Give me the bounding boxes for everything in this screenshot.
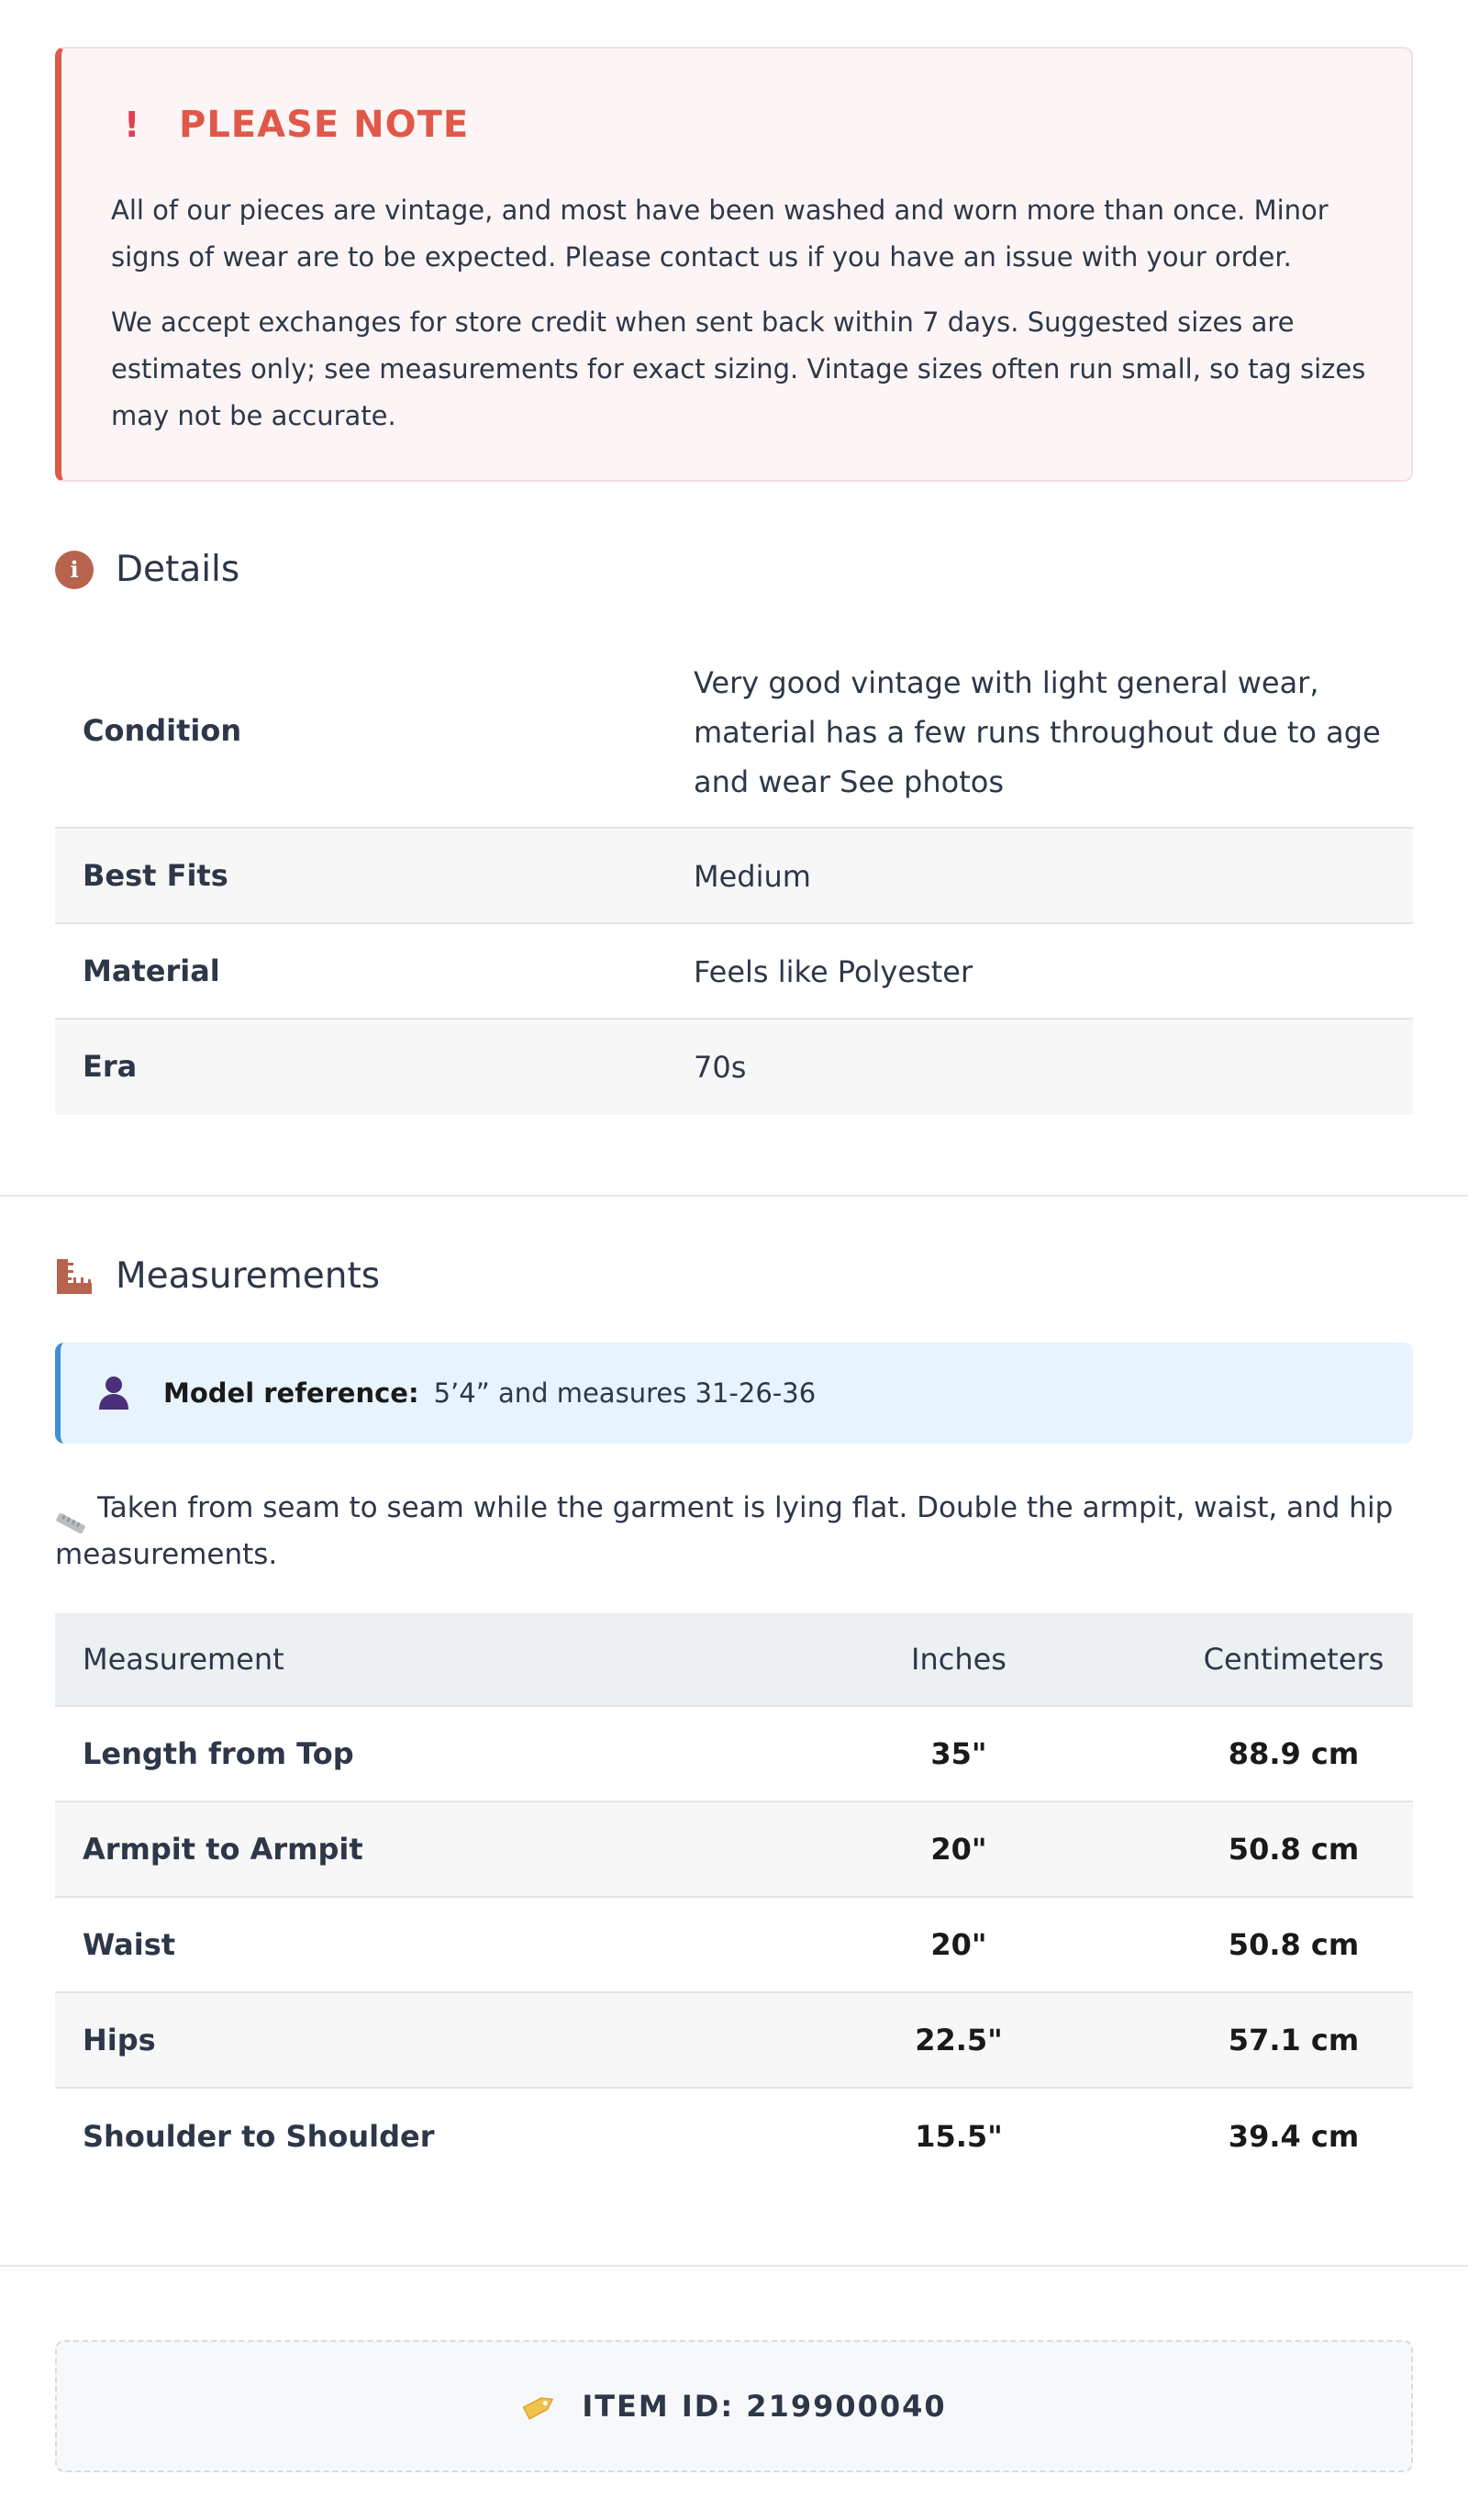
details-value: Feels like Polyester xyxy=(694,954,973,989)
measurement-cm: 88.9 cm xyxy=(1228,1736,1360,1771)
details-value: 70s xyxy=(694,1050,747,1085)
header-inches: Inches xyxy=(911,1642,1006,1677)
measurement-inches: 20" xyxy=(930,1927,987,1962)
details-value: Medium xyxy=(694,859,811,894)
details-row-best-fits xyxy=(55,829,1413,924)
measurement-cm: 50.8 cm xyxy=(1228,1927,1360,1962)
measurement-cm: 50.8 cm xyxy=(1228,1832,1360,1867)
measurement-instructions-text: Taken from seam to seam while the garment is lying flat. Double the armpit, waist, and hip measurements. xyxy=(55,1491,1394,1571)
measurement-name: Waist xyxy=(83,1927,176,1962)
please-note-header xyxy=(124,104,469,146)
details-label: Condition xyxy=(83,713,242,748)
details-heading xyxy=(55,549,239,590)
table-row xyxy=(55,1993,1413,2089)
measurements-heading xyxy=(55,1255,380,1297)
table-row xyxy=(55,1802,1413,1898)
table-row xyxy=(55,1898,1413,1993)
details-row-condition xyxy=(55,638,1413,829)
details-label: Material xyxy=(83,953,220,988)
details-label: Era xyxy=(83,1049,138,1084)
item-id-text: ITEM ID: 219900040 xyxy=(582,2389,947,2424)
details-label: Best Fits xyxy=(83,858,228,893)
header-measurement: Measurement xyxy=(83,1642,284,1677)
measurements-title: Measurements xyxy=(116,1255,381,1297)
measurement-cm: 39.4 cm xyxy=(1228,2119,1360,2154)
measurement-name: Armpit to Armpit xyxy=(83,1832,363,1867)
exclamation-icon: ! xyxy=(124,105,140,145)
details-row-era xyxy=(55,1020,1413,1115)
table-row xyxy=(55,1707,1413,1802)
measurements-table xyxy=(55,1613,1413,2184)
ruler-icon xyxy=(55,1257,94,1296)
tag-icon xyxy=(521,2392,558,2420)
measurement-inches: 15.5" xyxy=(915,2119,1003,2154)
details-table xyxy=(55,638,1413,1115)
measurement-cm: 57.1 cm xyxy=(1228,2023,1360,2057)
model-reference-label: Model reference: xyxy=(163,1377,419,1409)
measurement-inches: 22.5" xyxy=(915,2023,1003,2057)
measurement-name: Length from Top xyxy=(83,1736,354,1771)
measurement-name: Hips xyxy=(83,2023,156,2057)
person-silhouette-icon xyxy=(97,1375,130,1411)
straight-ruler-icon xyxy=(55,1501,86,1518)
please-note-title: PLEASE NOTE xyxy=(179,104,470,146)
measurement-inches: 35" xyxy=(930,1736,987,1771)
measurement-instructions xyxy=(55,1485,1413,1578)
details-title: Details xyxy=(116,549,240,590)
details-row-material xyxy=(55,924,1413,1020)
item-id-box xyxy=(55,2340,1413,2472)
section-divider xyxy=(0,2265,1468,2267)
please-note-paragraph-1: All of our pieces are vintage, and most have been washed and worn more than once. Minor signs of wear are to be expected. Please contact us if you have an issue with your order. xyxy=(111,195,1329,273)
table-header-row xyxy=(55,1613,1413,1707)
section-divider xyxy=(0,1195,1468,1197)
measurement-name: Shoulder to Shoulder xyxy=(83,2119,435,2154)
please-note-paragraph-2: We accept exchanges for store credit when sent back within 7 days. Suggested sizes are estimates only; see measurements for exact sizing. Vintage sizes often run small, so tag sizes may not be accurate. xyxy=(111,307,1366,431)
header-centimeters: Centimeters xyxy=(1203,1642,1385,1677)
measurement-inches: 20" xyxy=(930,1832,987,1867)
info-icon: i xyxy=(55,551,94,589)
details-value: Very good vintage with light general wear, material has a few runs throughout due to age and wear See photos xyxy=(694,665,1381,799)
model-reference-box xyxy=(55,1343,1413,1444)
please-note-box xyxy=(55,47,1413,482)
table-row xyxy=(55,2089,1413,2184)
model-reference-value: 5’4” and measures 31-26-36 xyxy=(433,1377,817,1409)
